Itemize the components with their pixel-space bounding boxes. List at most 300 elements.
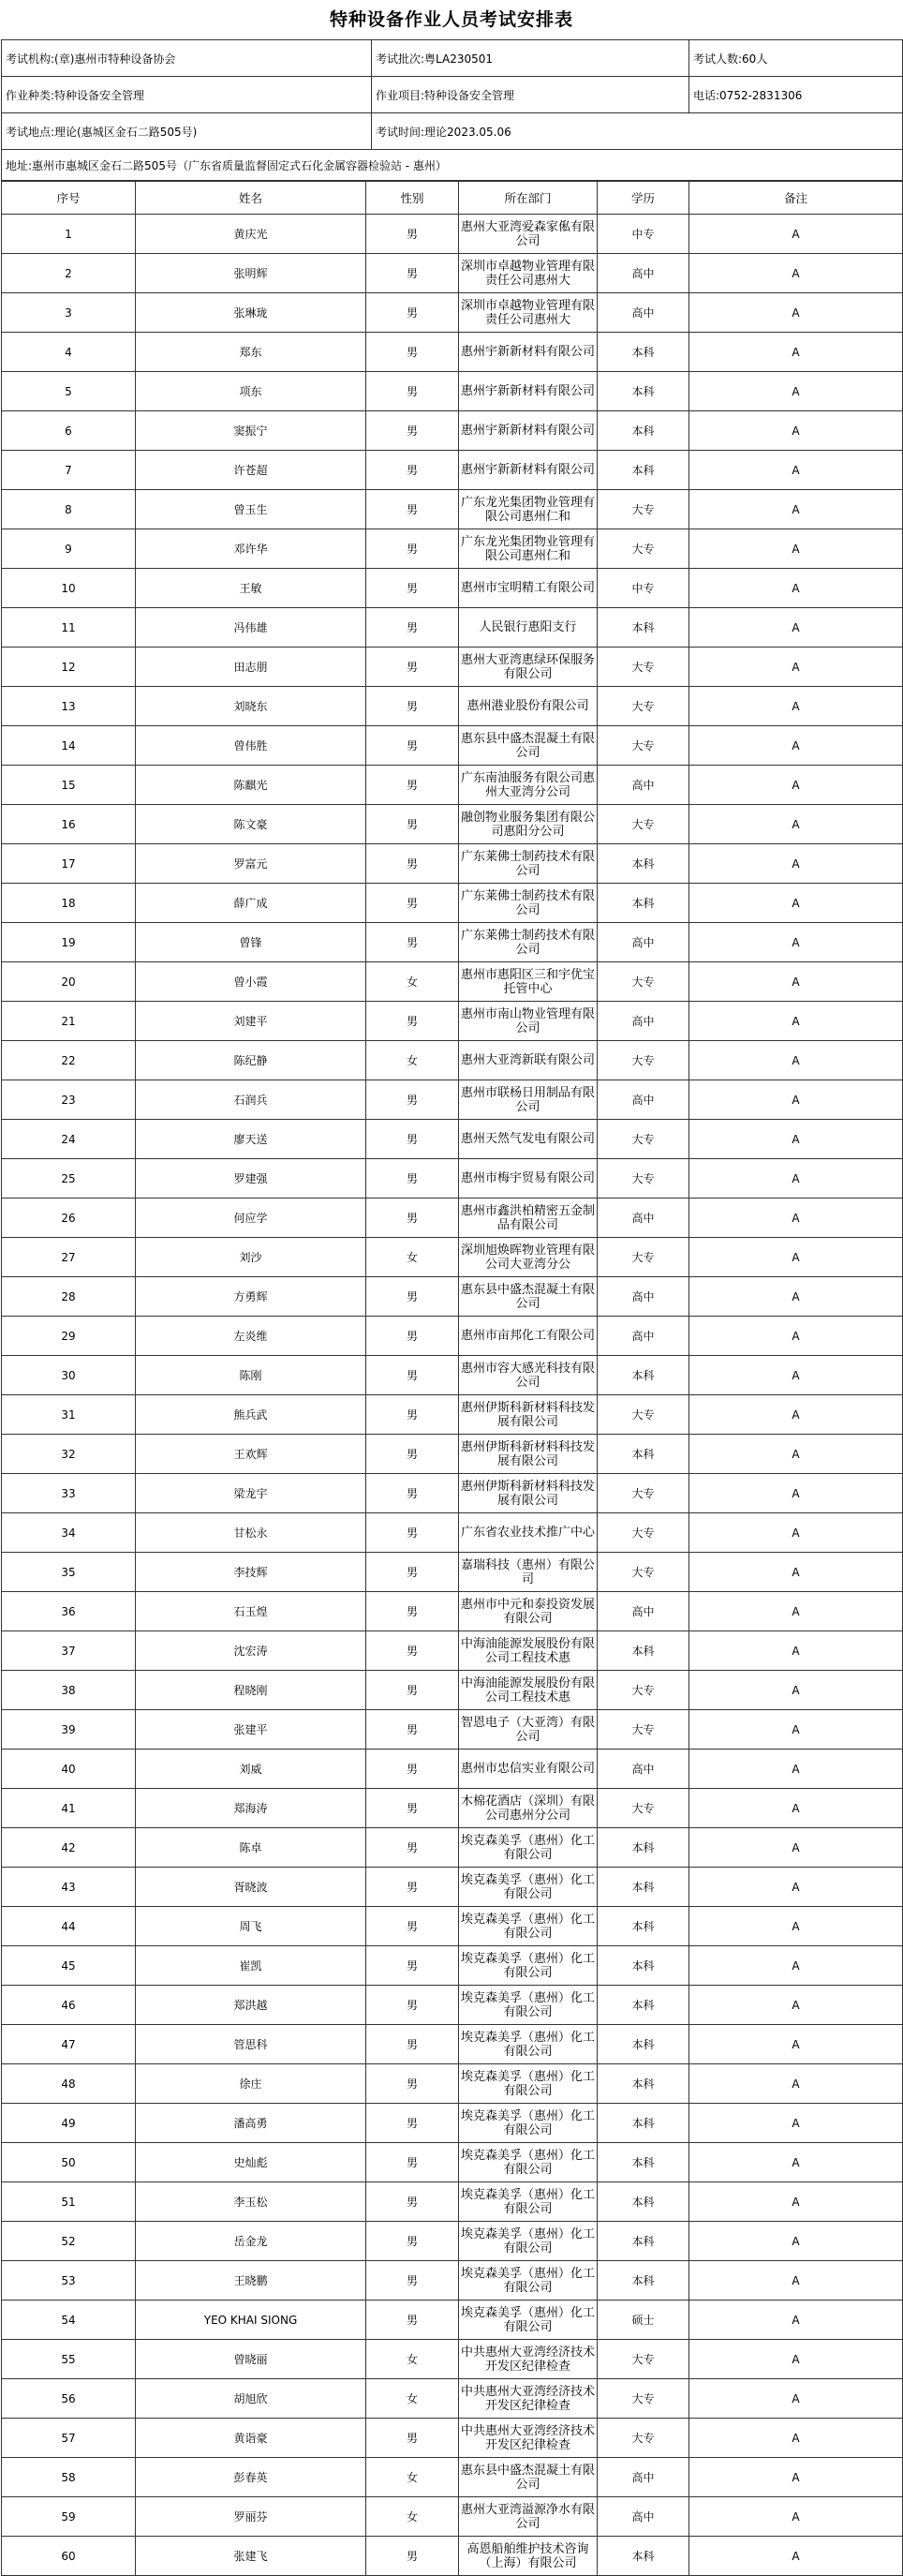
row-education: 大专 <box>598 687 689 726</box>
row-education: 本科 <box>598 2537 689 2576</box>
row-department <box>459 2379 598 2419</box>
row-gender: 男 <box>366 1946 459 1986</box>
table-row <box>2 1356 903 1395</box>
row-gender: 男 <box>366 215 459 254</box>
row-name: 罗富元 <box>136 844 366 884</box>
table-row <box>2 1710 903 1750</box>
department-text: 惠东县中盛杰混凝土有限公司 <box>461 1282 595 1311</box>
row-index: 14 <box>2 726 136 766</box>
row-remark: A <box>689 2458 903 2497</box>
row-name: 胥晓波 <box>136 1868 366 1907</box>
row-education: 本科 <box>598 1435 689 1474</box>
row-name: 张明辉 <box>136 254 366 293</box>
row-index: 32 <box>2 1435 136 1474</box>
row-gender: 男 <box>366 1631 459 1671</box>
table-row <box>2 1041 903 1080</box>
row-education: 本科 <box>598 1868 689 1907</box>
row-name: 许苍超 <box>136 451 366 490</box>
table-row <box>2 2497 903 2537</box>
row-department <box>459 844 598 884</box>
row-name: 项东 <box>136 372 366 411</box>
row-remark: A <box>689 687 903 726</box>
row-education: 大专 <box>598 529 689 569</box>
row-index: 2 <box>2 254 136 293</box>
row-name: 王敏 <box>136 569 366 608</box>
row-department <box>459 1946 598 1986</box>
row-education: 中专 <box>598 569 689 608</box>
row-department <box>459 1356 598 1395</box>
col-header-gender: 性别 <box>366 182 459 215</box>
row-remark: A <box>689 215 903 254</box>
row-index: 9 <box>2 529 136 569</box>
row-education: 本科 <box>598 1631 689 1671</box>
row-name: 梁龙宇 <box>136 1474 366 1513</box>
row-name: 郑海涛 <box>136 1789 366 1828</box>
department-text: 中海油能源发展股份有限公司工程技术惠 <box>461 1636 595 1665</box>
row-department <box>459 1002 598 1041</box>
row-department <box>459 254 598 293</box>
row-name: 岳金龙 <box>136 2222 366 2261</box>
row-index: 16 <box>2 805 136 844</box>
info-table <box>1 39 903 181</box>
row-education: 高中 <box>598 1002 689 1041</box>
row-index: 49 <box>2 2104 136 2143</box>
row-name: 黄庆光 <box>136 215 366 254</box>
exam-org: 考试机构:(章)惠州市特种设备协会 <box>2 40 372 77</box>
row-department <box>459 1553 598 1592</box>
table-row <box>2 1592 903 1631</box>
table-row <box>2 2458 903 2497</box>
table-row <box>2 1159 903 1199</box>
department-text: 惠州宇新新材料有限公司 <box>461 424 595 438</box>
department-text: 中共惠州大亚湾经济技术开发区纪律检查 <box>461 2345 595 2374</box>
department-text: 广东莱佛士制药技术有限公司 <box>461 849 595 878</box>
row-remark: A <box>689 1356 903 1395</box>
row-index: 8 <box>2 490 136 529</box>
row-remark: A <box>689 608 903 648</box>
row-department <box>459 1474 598 1513</box>
row-department <box>459 1710 598 1750</box>
row-name: 曾玉生 <box>136 490 366 529</box>
row-index: 34 <box>2 1513 136 1553</box>
table-row <box>2 608 903 648</box>
row-department <box>459 293 598 333</box>
row-gender: 男 <box>366 2222 459 2261</box>
row-index: 21 <box>2 1002 136 1041</box>
row-remark: A <box>689 2104 903 2143</box>
row-education: 高中 <box>598 1199 689 1238</box>
table-row <box>2 805 903 844</box>
row-index: 54 <box>2 2301 136 2340</box>
row-remark: A <box>689 2064 903 2104</box>
row-gender: 男 <box>366 884 459 923</box>
row-remark: A <box>689 923 903 962</box>
row-index: 4 <box>2 333 136 372</box>
row-department <box>459 1435 598 1474</box>
row-department <box>459 1041 598 1080</box>
department-text: 惠州天然气发电有限公司 <box>461 1132 595 1146</box>
department-text: 广东莱佛士制药技术有限公司 <box>461 888 595 917</box>
row-gender: 女 <box>366 2379 459 2419</box>
row-education: 本科 <box>598 2064 689 2104</box>
row-index: 57 <box>2 2419 136 2458</box>
row-name: 黄诣豪 <box>136 2419 366 2458</box>
row-name: 李玉松 <box>136 2182 366 2222</box>
row-remark: A <box>689 569 903 608</box>
row-remark: A <box>689 1317 903 1356</box>
row-education: 高中 <box>598 254 689 293</box>
row-name: 薛广成 <box>136 884 366 923</box>
row-index: 45 <box>2 1946 136 1986</box>
row-education: 本科 <box>598 333 689 372</box>
department-text: 埃克森美孚（惠州）化工有限公司 <box>461 2305 595 2334</box>
row-gender: 男 <box>366 805 459 844</box>
row-gender: 男 <box>366 569 459 608</box>
department-text: 惠州市梅宇贸易有限公司 <box>461 1171 595 1185</box>
row-gender: 男 <box>366 1592 459 1631</box>
table-row <box>2 1199 903 1238</box>
row-index: 13 <box>2 687 136 726</box>
row-department <box>459 1828 598 1868</box>
department-text: 人民银行惠阳支行 <box>479 620 577 634</box>
row-gender: 男 <box>366 1513 459 1553</box>
row-remark: A <box>689 411 903 451</box>
row-name: 程晓刚 <box>136 1671 366 1710</box>
row-index: 29 <box>2 1317 136 1356</box>
table-row <box>2 569 903 608</box>
row-name: 熊兵武 <box>136 1395 366 1435</box>
row-department <box>459 1120 598 1159</box>
department-text: 埃克森美孚（惠州）化工有限公司 <box>461 2148 595 2177</box>
row-education: 中专 <box>598 215 689 254</box>
row-department <box>459 2261 598 2301</box>
row-department <box>459 923 598 962</box>
department-text: 深圳市卓越物业管理有限责任公司惠州大 <box>461 259 595 288</box>
row-name: 陈刚 <box>136 1356 366 1395</box>
row-gender: 女 <box>366 2340 459 2379</box>
row-education: 大专 <box>598 805 689 844</box>
row-name: 陈文豪 <box>136 805 366 844</box>
row-remark: A <box>689 1199 903 1238</box>
row-name: 刘建平 <box>136 1002 366 1041</box>
row-remark: A <box>689 2340 903 2379</box>
table-row <box>2 1750 903 1789</box>
row-education: 本科 <box>598 608 689 648</box>
row-education: 大专 <box>598 726 689 766</box>
row-remark: A <box>689 2497 903 2537</box>
row-index: 28 <box>2 1277 136 1317</box>
row-gender: 男 <box>366 1986 459 2025</box>
row-name: 刘威 <box>136 1750 366 1789</box>
row-remark: A <box>689 451 903 490</box>
department-text: 惠州市容大感光科技有限公司 <box>461 1361 595 1390</box>
department-text: 惠州伊斯科新材料科技发展有限公司 <box>461 1479 595 1508</box>
row-name: 邓许华 <box>136 529 366 569</box>
table-row <box>2 293 903 333</box>
row-education: 大专 <box>598 1159 689 1199</box>
row-index: 12 <box>2 648 136 687</box>
row-education: 高中 <box>598 2458 689 2497</box>
department-text: 嘉瑞科技（惠州）有限公司 <box>461 1557 595 1586</box>
row-index: 18 <box>2 884 136 923</box>
department-text: 惠州宇新新材料有限公司 <box>461 384 595 398</box>
row-remark: A <box>689 1671 903 1710</box>
row-department <box>459 1789 598 1828</box>
department-text: 惠州宇新新材料有限公司 <box>461 345 595 359</box>
row-gender: 男 <box>366 2261 459 2301</box>
row-education: 高中 <box>598 766 689 805</box>
row-remark: A <box>689 2182 903 2222</box>
row-name: 彭春英 <box>136 2458 366 2497</box>
row-department <box>459 1671 598 1710</box>
row-gender: 男 <box>366 1553 459 1592</box>
row-name: 张建平 <box>136 1710 366 1750</box>
row-gender: 男 <box>366 1002 459 1041</box>
row-index: 46 <box>2 1986 136 2025</box>
candidate-rows <box>2 215 903 2576</box>
row-remark: A <box>689 2419 903 2458</box>
row-gender: 男 <box>366 1317 459 1356</box>
row-department <box>459 2025 598 2064</box>
row-index: 17 <box>2 844 136 884</box>
row-index: 52 <box>2 2222 136 2261</box>
row-gender: 男 <box>366 923 459 962</box>
row-education: 高中 <box>598 1080 689 1120</box>
row-index: 1 <box>2 215 136 254</box>
row-department <box>459 1592 598 1631</box>
row-department <box>459 529 598 569</box>
department-text: 惠州大亚湾溢源净水有限公司 <box>461 2502 595 2531</box>
row-name: 石玉煌 <box>136 1592 366 1631</box>
row-gender: 男 <box>366 2419 459 2458</box>
row-remark: A <box>689 648 903 687</box>
table-row <box>2 2379 903 2419</box>
table-row <box>2 1946 903 1986</box>
row-index: 59 <box>2 2497 136 2537</box>
row-index: 30 <box>2 1356 136 1395</box>
department-text: 深圳市卓越物业管理有限责任公司惠州大 <box>461 298 595 327</box>
row-remark: A <box>689 1474 903 1513</box>
department-text: 中共惠州大亚湾经济技术开发区纪律检查 <box>461 2423 595 2452</box>
table-row <box>2 2537 903 2576</box>
row-remark: A <box>689 333 903 372</box>
row-education: 本科 <box>598 884 689 923</box>
row-education: 本科 <box>598 1356 689 1395</box>
table-row <box>2 923 903 962</box>
col-header-department: 所在部门 <box>459 182 598 215</box>
row-gender: 男 <box>366 1159 459 1199</box>
row-remark: A <box>689 1435 903 1474</box>
department-text: 埃克森美孚（惠州）化工有限公司 <box>461 2030 595 2059</box>
row-gender: 男 <box>366 2537 459 2576</box>
row-department <box>459 490 598 529</box>
row-gender: 女 <box>366 2458 459 2497</box>
row-name: 廖天送 <box>136 1120 366 1159</box>
table-row <box>2 2419 903 2458</box>
row-department <box>459 1277 598 1317</box>
row-department <box>459 2222 598 2261</box>
row-department <box>459 648 598 687</box>
row-education: 本科 <box>598 844 689 884</box>
row-remark: A <box>689 2261 903 2301</box>
department-text: 惠州伊斯科新材料科技发展有限公司 <box>461 1400 595 1429</box>
row-index: 48 <box>2 2064 136 2104</box>
department-text: 埃克森美孚（惠州）化工有限公司 <box>461 2187 595 2216</box>
row-education: 高中 <box>598 2497 689 2537</box>
row-department <box>459 2537 598 2576</box>
department-text: 广东省农业技术推广中心 <box>461 1526 595 1540</box>
row-department <box>459 1631 598 1671</box>
row-index: 37 <box>2 1631 136 1671</box>
row-remark: A <box>689 2301 903 2340</box>
table-row <box>2 490 903 529</box>
row-gender: 男 <box>366 608 459 648</box>
row-gender: 男 <box>366 1868 459 1907</box>
job-category: 作业种类:特种设备安全管理 <box>2 77 372 113</box>
department-text: 惠州市惠阳区三和宇优宝托管中心 <box>461 967 595 996</box>
row-education: 大专 <box>598 1238 689 1277</box>
department-text: 惠州市宝明精工有限公司 <box>461 581 595 595</box>
row-education: 高中 <box>598 1750 689 1789</box>
row-department <box>459 962 598 1002</box>
row-department <box>459 2301 598 2340</box>
row-name: 郑洪越 <box>136 1986 366 2025</box>
exam-batch: 考试批次:粤LA230501 <box>372 40 689 77</box>
row-index: 26 <box>2 1199 136 1238</box>
row-education: 本科 <box>598 2261 689 2301</box>
row-gender: 男 <box>366 1395 459 1435</box>
table-row <box>2 1986 903 2025</box>
row-remark: A <box>689 1080 903 1120</box>
department-text: 广东南油服务有限公司惠州大亚湾分公司 <box>461 770 595 799</box>
row-gender: 女 <box>366 962 459 1002</box>
row-name: 窦振宁 <box>136 411 366 451</box>
department-text: 中海油能源发展股份有限公司工程技术惠 <box>461 1675 595 1705</box>
row-department <box>459 1395 598 1435</box>
table-row <box>2 529 903 569</box>
row-gender: 男 <box>366 1120 459 1159</box>
row-gender: 男 <box>366 648 459 687</box>
row-remark: A <box>689 2379 903 2419</box>
table-row <box>2 2261 903 2301</box>
row-education: 本科 <box>598 451 689 490</box>
table-row <box>2 1435 903 1474</box>
department-text: 埃克森美孚（惠州）化工有限公司 <box>461 1833 595 1862</box>
row-department <box>459 805 598 844</box>
exam-address: 地址:惠州市惠城区金石二路505号（广东省质量监督固定式石化金属容器检验站 - 惠州） <box>2 150 903 181</box>
col-header-index: 序号 <box>2 182 136 215</box>
row-name: 罗建强 <box>136 1159 366 1199</box>
row-department <box>459 1513 598 1553</box>
row-index: 43 <box>2 1868 136 1907</box>
row-gender: 男 <box>366 1080 459 1120</box>
table-row <box>2 2025 903 2064</box>
table-row <box>2 1080 903 1120</box>
department-text: 中共惠州大亚湾经济技术开发区纪律检查 <box>461 2384 595 2413</box>
exam-count: 考试人数:60人 <box>689 40 903 77</box>
department-text: 惠州市忠信实业有限公司 <box>461 1762 595 1776</box>
table-row <box>2 687 903 726</box>
department-text: 广东龙光集团物业管理有限公司惠州仁和 <box>461 495 595 524</box>
row-index: 19 <box>2 923 136 962</box>
row-education: 大专 <box>598 1395 689 1435</box>
row-gender: 男 <box>366 490 459 529</box>
row-index: 36 <box>2 1592 136 1631</box>
row-education: 大专 <box>598 2419 689 2458</box>
row-department <box>459 2340 598 2379</box>
row-remark: A <box>689 962 903 1002</box>
row-education: 本科 <box>598 1946 689 1986</box>
row-education: 大专 <box>598 1789 689 1828</box>
row-department <box>459 1238 598 1277</box>
row-department <box>459 411 598 451</box>
row-gender: 男 <box>366 726 459 766</box>
row-remark: A <box>689 2222 903 2261</box>
table-row <box>2 1395 903 1435</box>
row-name: 史灿彪 <box>136 2143 366 2182</box>
row-education: 本科 <box>598 1907 689 1946</box>
row-gender: 男 <box>366 529 459 569</box>
row-remark: A <box>689 805 903 844</box>
row-name: 曾锋 <box>136 923 366 962</box>
row-department <box>459 215 598 254</box>
row-remark: A <box>689 1238 903 1277</box>
row-index: 20 <box>2 962 136 1002</box>
department-text: 惠州市南山物业管理有限公司 <box>461 1006 595 1035</box>
table-row <box>2 1631 903 1671</box>
row-gender: 男 <box>366 293 459 333</box>
row-education: 大专 <box>598 1120 689 1159</box>
department-text: 惠东县中盛杰混凝土有限公司 <box>461 731 595 760</box>
table-row <box>2 2143 903 2182</box>
row-education: 大专 <box>598 1553 689 1592</box>
row-index: 5 <box>2 372 136 411</box>
row-department <box>459 1199 598 1238</box>
row-remark: A <box>689 1986 903 2025</box>
table-row <box>2 844 903 884</box>
table-header-row <box>2 182 903 215</box>
table-row <box>2 2182 903 2222</box>
row-name: 管思科 <box>136 2025 366 2064</box>
row-education: 大专 <box>598 648 689 687</box>
row-gender: 男 <box>366 333 459 372</box>
row-education: 大专 <box>598 1710 689 1750</box>
row-education: 大专 <box>598 962 689 1002</box>
table-row <box>2 1238 903 1277</box>
row-remark: A <box>689 2025 903 2064</box>
row-department <box>459 1907 598 1946</box>
department-text: 惠州市亩邦化工有限公司 <box>461 1329 595 1343</box>
row-education: 本科 <box>598 411 689 451</box>
row-name: 左炎维 <box>136 1317 366 1356</box>
row-index: 47 <box>2 2025 136 2064</box>
row-index: 40 <box>2 1750 136 1789</box>
row-education: 本科 <box>598 2143 689 2182</box>
row-name: 张琳珑 <box>136 293 366 333</box>
department-text: 惠州大亚湾惠绿环保服务有限公司 <box>461 652 595 681</box>
row-remark: A <box>689 372 903 411</box>
row-gender: 男 <box>366 766 459 805</box>
row-gender: 男 <box>366 2301 459 2340</box>
row-name: 方勇辉 <box>136 1277 366 1317</box>
row-remark: A <box>689 293 903 333</box>
row-gender: 男 <box>366 1474 459 1513</box>
department-text: 惠州大亚湾爱森家俬有限公司 <box>461 219 595 248</box>
row-name: 李技辉 <box>136 1553 366 1592</box>
row-remark: A <box>689 529 903 569</box>
department-text: 埃克森美孚（惠州）化工有限公司 <box>461 1872 595 1901</box>
row-index: 31 <box>2 1395 136 1435</box>
